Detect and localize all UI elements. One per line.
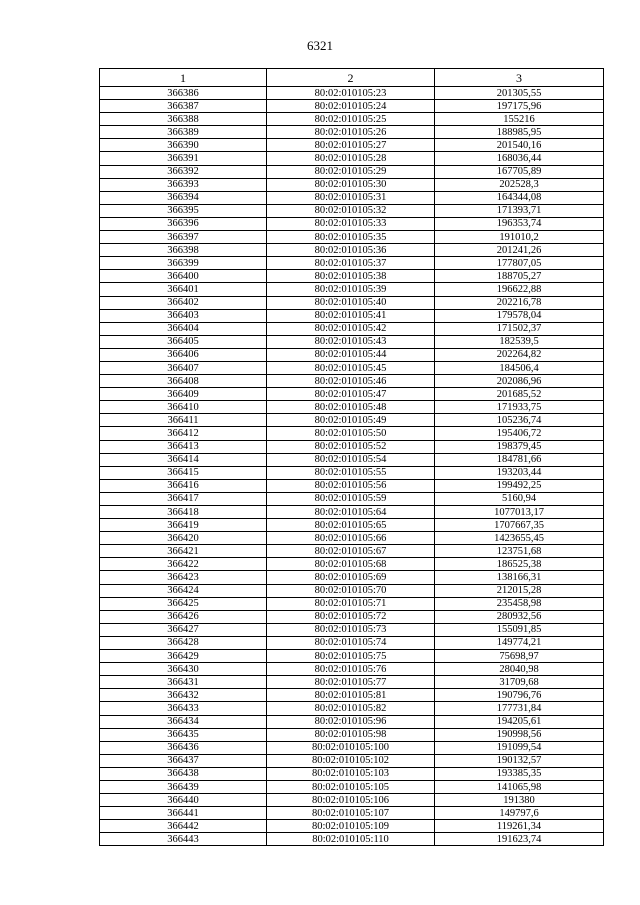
cadastral-number-cell: 80:02:010105:40 [267, 296, 435, 309]
value-cell: 201685,52 [435, 388, 604, 401]
table-row [100, 335, 604, 348]
value-cell: 1423655,45 [435, 532, 604, 545]
table-row [100, 532, 604, 545]
row-number-cell: 366434 [100, 715, 267, 728]
cadastral-number-cell: 80:02:010105:107 [267, 807, 435, 820]
table-row [100, 584, 604, 597]
row-number-cell: 366409 [100, 388, 267, 401]
table-body [100, 87, 604, 846]
value-cell: 201241,26 [435, 244, 604, 257]
table-row [100, 322, 604, 335]
cadastral-number-cell: 80:02:010105:30 [267, 178, 435, 191]
cadastral-number-cell: 80:02:010105:69 [267, 571, 435, 584]
cadastral-number-cell: 80:02:010105:39 [267, 283, 435, 296]
value-cell: 202264,82 [435, 348, 604, 361]
table-row [100, 309, 604, 322]
value-cell: 123751,68 [435, 545, 604, 558]
value-cell: 201305,55 [435, 87, 604, 100]
row-number-cell: 366426 [100, 610, 267, 623]
column-header-1: 1 [100, 69, 267, 87]
value-cell: 171393,71 [435, 204, 604, 217]
row-number-cell: 366417 [100, 492, 267, 505]
cadastral-number-cell: 80:02:010105:27 [267, 139, 435, 152]
row-number-cell: 366436 [100, 741, 267, 754]
cadastral-number-cell: 80:02:010105:55 [267, 466, 435, 479]
row-number-cell: 366429 [100, 650, 267, 663]
table-row [100, 87, 604, 100]
row-number-cell: 366435 [100, 728, 267, 741]
cadastral-number-cell: 80:02:010105:59 [267, 492, 435, 505]
cadastral-number-cell: 80:02:010105:82 [267, 702, 435, 715]
row-number-cell: 366433 [100, 702, 267, 715]
cadastral-number-cell: 80:02:010105:109 [267, 820, 435, 833]
value-cell: 198379,45 [435, 440, 604, 453]
value-cell: 190796,76 [435, 689, 604, 702]
cadastral-number-cell: 80:02:010105:96 [267, 715, 435, 728]
table-row [100, 676, 604, 689]
cadastral-number-cell: 80:02:010105:41 [267, 309, 435, 322]
row-number-cell: 366400 [100, 270, 267, 283]
table-row [100, 100, 604, 113]
value-cell: 191380 [435, 794, 604, 807]
cadastral-number-cell: 80:02:010105:77 [267, 676, 435, 689]
table-row [100, 492, 604, 505]
value-cell: 201540,16 [435, 139, 604, 152]
row-number-cell: 366440 [100, 794, 267, 807]
value-cell: 1077013,17 [435, 506, 604, 519]
value-cell: 235458,98 [435, 597, 604, 610]
row-number-cell: 366393 [100, 178, 267, 191]
table-row [100, 558, 604, 571]
table-row [100, 296, 604, 309]
row-number-cell: 366423 [100, 571, 267, 584]
cadastral-number-cell: 80:02:010105:35 [267, 231, 435, 244]
cadastral-number-cell: 80:02:010105:110 [267, 833, 435, 846]
table-row [100, 754, 604, 767]
table-row [100, 126, 604, 139]
value-cell: 171933,75 [435, 401, 604, 414]
cadastral-number-cell: 80:02:010105:42 [267, 322, 435, 335]
cadastral-number-cell: 80:02:010105:98 [267, 728, 435, 741]
table-row [100, 767, 604, 780]
table-row [100, 741, 604, 754]
table-row [100, 388, 604, 401]
value-cell: 119261,34 [435, 820, 604, 833]
cadastral-number-cell: 80:02:010105:36 [267, 244, 435, 257]
table-row [100, 361, 604, 374]
cadastral-number-cell: 80:02:010105:23 [267, 87, 435, 100]
row-number-cell: 366439 [100, 780, 267, 793]
cadastral-number-cell: 80:02:010105:103 [267, 767, 435, 780]
cadastral-number-cell: 80:02:010105:105 [267, 780, 435, 793]
table-row [100, 231, 604, 244]
cadastral-number-cell: 80:02:010105:56 [267, 479, 435, 492]
value-cell: 197175,96 [435, 100, 604, 113]
cadastral-number-cell: 80:02:010105:64 [267, 506, 435, 519]
cadastral-number-cell: 80:02:010105:73 [267, 623, 435, 636]
table-row [100, 191, 604, 204]
cadastral-number-cell: 80:02:010105:70 [267, 584, 435, 597]
cadastral-number-cell: 80:02:010105:38 [267, 270, 435, 283]
table-row [100, 427, 604, 440]
row-number-cell: 366387 [100, 100, 267, 113]
value-cell: 149797,6 [435, 807, 604, 820]
value-cell: 177807,05 [435, 257, 604, 270]
row-number-cell: 366432 [100, 689, 267, 702]
cadastral-number-cell: 80:02:010105:32 [267, 204, 435, 217]
table-row [100, 204, 604, 217]
cadastral-number-cell: 80:02:010105:71 [267, 597, 435, 610]
cadastral-number-cell: 80:02:010105:45 [267, 361, 435, 374]
row-number-cell: 366408 [100, 375, 267, 388]
cadastral-number-cell: 80:02:010105:26 [267, 126, 435, 139]
table-row [100, 217, 604, 230]
table-row [100, 545, 604, 558]
value-cell: 184781,66 [435, 453, 604, 466]
row-number-cell: 366418 [100, 506, 267, 519]
row-number-cell: 366399 [100, 257, 267, 270]
row-number-cell: 366438 [100, 767, 267, 780]
value-cell: 171502,37 [435, 322, 604, 335]
row-number-cell: 366431 [100, 676, 267, 689]
row-number-cell: 366391 [100, 152, 267, 165]
table-row [100, 257, 604, 270]
value-cell: 212015,28 [435, 584, 604, 597]
table-row [100, 571, 604, 584]
value-cell: 202086,96 [435, 375, 604, 388]
cadastral-number-cell: 80:02:010105:24 [267, 100, 435, 113]
value-cell: 191010,2 [435, 231, 604, 244]
value-cell: 28040,98 [435, 663, 604, 676]
cadastral-number-cell: 80:02:010105:31 [267, 191, 435, 204]
row-number-cell: 366392 [100, 165, 267, 178]
table-row [100, 833, 604, 846]
table-row [100, 663, 604, 676]
row-number-cell: 366388 [100, 113, 267, 126]
row-number-cell: 366402 [100, 296, 267, 309]
value-cell: 188985,95 [435, 126, 604, 139]
cadastral-number-cell: 80:02:010105:65 [267, 519, 435, 532]
table-row [100, 702, 604, 715]
cadastral-number-cell: 80:02:010105:67 [267, 545, 435, 558]
row-number-cell: 366422 [100, 558, 267, 571]
row-number-cell: 366396 [100, 217, 267, 230]
table-row [100, 113, 604, 126]
data-table [99, 68, 604, 846]
cadastral-number-cell: 80:02:010105:50 [267, 427, 435, 440]
table-row [100, 780, 604, 793]
table-row [100, 650, 604, 663]
row-number-cell: 366386 [100, 87, 267, 100]
table-row [100, 348, 604, 361]
table-header-row [100, 69, 604, 87]
row-number-cell: 366442 [100, 820, 267, 833]
cadastral-number-cell: 80:02:010105:100 [267, 741, 435, 754]
value-cell: 202528,3 [435, 178, 604, 191]
value-cell: 196622,88 [435, 283, 604, 296]
row-number-cell: 366420 [100, 532, 267, 545]
cadastral-number-cell: 80:02:010105:43 [267, 335, 435, 348]
row-number-cell: 366404 [100, 322, 267, 335]
table-row [100, 178, 604, 191]
value-cell: 149774,21 [435, 636, 604, 649]
row-number-cell: 366390 [100, 139, 267, 152]
table-row [100, 728, 604, 741]
cadastral-number-cell: 80:02:010105:72 [267, 610, 435, 623]
value-cell: 196353,74 [435, 217, 604, 230]
value-cell: 193385,35 [435, 767, 604, 780]
value-cell: 5160,94 [435, 492, 604, 505]
row-number-cell: 366412 [100, 427, 267, 440]
value-cell: 164344,08 [435, 191, 604, 204]
row-number-cell: 366407 [100, 361, 267, 374]
cadastral-number-cell: 80:02:010105:74 [267, 636, 435, 649]
table-row [100, 820, 604, 833]
value-cell: 138166,31 [435, 571, 604, 584]
table-row [100, 414, 604, 427]
row-number-cell: 366415 [100, 466, 267, 479]
table-row [100, 139, 604, 152]
row-number-cell: 366405 [100, 335, 267, 348]
column-header-2: 2 [267, 69, 435, 87]
table-row [100, 715, 604, 728]
value-cell: 190998,56 [435, 728, 604, 741]
value-cell: 75698,97 [435, 650, 604, 663]
row-number-cell: 366419 [100, 519, 267, 532]
cadastral-number-cell: 80:02:010105:75 [267, 650, 435, 663]
row-number-cell: 366427 [100, 623, 267, 636]
cadastral-number-cell: 80:02:010105:33 [267, 217, 435, 230]
table-row [100, 152, 604, 165]
table-row [100, 283, 604, 296]
column-header-3: 3 [435, 69, 604, 87]
cadastral-number-cell: 80:02:010105:76 [267, 663, 435, 676]
row-number-cell: 366421 [100, 545, 267, 558]
row-number-cell: 366394 [100, 191, 267, 204]
table-row [100, 440, 604, 453]
value-cell: 31709,68 [435, 676, 604, 689]
cadastral-number-cell: 80:02:010105:102 [267, 754, 435, 767]
row-number-cell: 366413 [100, 440, 267, 453]
cadastral-number-cell: 80:02:010105:81 [267, 689, 435, 702]
cadastral-number-cell: 80:02:010105:48 [267, 401, 435, 414]
table-row [100, 165, 604, 178]
table-row [100, 375, 604, 388]
value-cell: 184506,4 [435, 361, 604, 374]
table-row [100, 610, 604, 623]
cadastral-number-cell: 80:02:010105:54 [267, 453, 435, 466]
value-cell: 202216,78 [435, 296, 604, 309]
row-number-cell: 366397 [100, 231, 267, 244]
cadastral-number-cell: 80:02:010105:44 [267, 348, 435, 361]
value-cell: 191623,74 [435, 833, 604, 846]
value-cell: 155091,85 [435, 623, 604, 636]
value-cell: 193203,44 [435, 466, 604, 479]
row-number-cell: 366401 [100, 283, 267, 296]
cadastral-number-cell: 80:02:010105:37 [267, 257, 435, 270]
value-cell: 188705,27 [435, 270, 604, 283]
cadastral-number-cell: 80:02:010105:49 [267, 414, 435, 427]
table-row [100, 244, 604, 257]
row-number-cell: 366410 [100, 401, 267, 414]
table-row [100, 453, 604, 466]
row-number-cell: 366443 [100, 833, 267, 846]
value-cell: 191099,54 [435, 741, 604, 754]
cadastral-number-cell: 80:02:010105:46 [267, 375, 435, 388]
value-cell: 105236,74 [435, 414, 604, 427]
cadastral-number-cell: 80:02:010105:52 [267, 440, 435, 453]
value-cell: 177731,84 [435, 702, 604, 715]
table-row [100, 689, 604, 702]
table-row [100, 597, 604, 610]
value-cell: 190132,57 [435, 754, 604, 767]
row-number-cell: 366424 [100, 584, 267, 597]
table-row [100, 506, 604, 519]
row-number-cell: 366441 [100, 807, 267, 820]
value-cell: 199492,25 [435, 479, 604, 492]
value-cell: 167705,89 [435, 165, 604, 178]
value-cell: 280932,56 [435, 610, 604, 623]
row-number-cell: 366395 [100, 204, 267, 217]
table-row [100, 794, 604, 807]
row-number-cell: 366414 [100, 453, 267, 466]
table-row [100, 519, 604, 532]
value-cell: 195406,72 [435, 427, 604, 440]
row-number-cell: 366411 [100, 414, 267, 427]
row-number-cell: 366389 [100, 126, 267, 139]
row-number-cell: 366430 [100, 663, 267, 676]
table-row [100, 270, 604, 283]
table-row [100, 623, 604, 636]
value-cell: 168036,44 [435, 152, 604, 165]
value-cell: 186525,38 [435, 558, 604, 571]
cadastral-number-cell: 80:02:010105:68 [267, 558, 435, 571]
cadastral-number-cell: 80:02:010105:25 [267, 113, 435, 126]
cadastral-number-cell: 80:02:010105:29 [267, 165, 435, 178]
cadastral-number-cell: 80:02:010105:66 [267, 532, 435, 545]
table-row [100, 807, 604, 820]
cadastral-number-cell: 80:02:010105:106 [267, 794, 435, 807]
row-number-cell: 366398 [100, 244, 267, 257]
row-number-cell: 366406 [100, 348, 267, 361]
row-number-cell: 366416 [100, 479, 267, 492]
value-cell: 141065,98 [435, 780, 604, 793]
table-row [100, 479, 604, 492]
value-cell: 182539,5 [435, 335, 604, 348]
table-row [100, 401, 604, 414]
page-number: 6321 [307, 38, 333, 53]
value-cell: 155216 [435, 113, 604, 126]
table-row [100, 636, 604, 649]
value-cell: 179578,04 [435, 309, 604, 322]
table-row [100, 466, 604, 479]
value-cell: 1707667,35 [435, 519, 604, 532]
value-cell: 194205,61 [435, 715, 604, 728]
row-number-cell: 366403 [100, 309, 267, 322]
row-number-cell: 366425 [100, 597, 267, 610]
row-number-cell: 366437 [100, 754, 267, 767]
cadastral-number-cell: 80:02:010105:47 [267, 388, 435, 401]
cadastral-number-cell: 80:02:010105:28 [267, 152, 435, 165]
row-number-cell: 366428 [100, 636, 267, 649]
